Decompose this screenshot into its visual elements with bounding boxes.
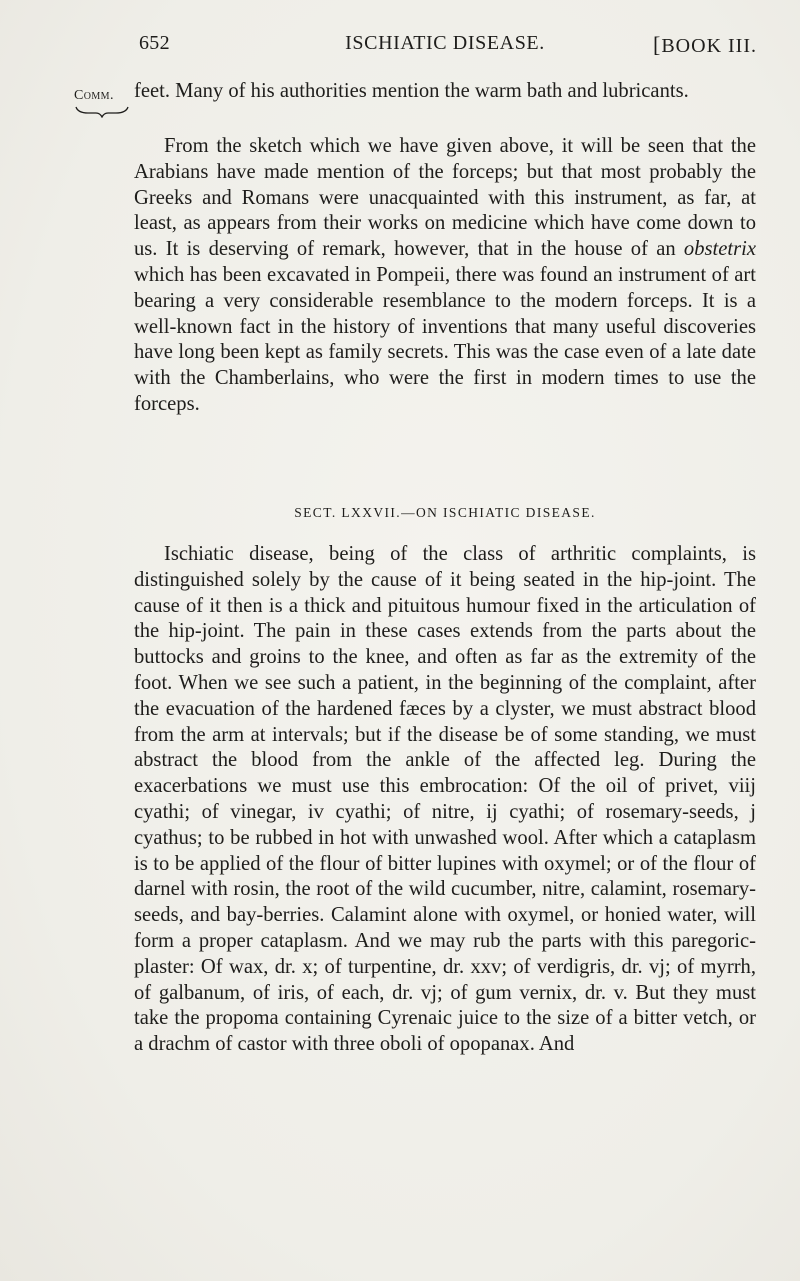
paragraph-comm: feet. Many of his authorities mention the warm bath and lubricants. (134, 80, 689, 102)
forceps-paragraph-block (134, 134, 756, 418)
obstetrix-term: obstetrix (683, 238, 756, 261)
forceps-paragraph-part-b: which has been excavated in Pompeii, there was found an instrument of art bearing a very considerable resemblance to the modern forceps. It is a well-known fact in the history of inventions that many useful discoveries have long been kept as family secrets. This was the case even of a late date with the Chamberlains, who were the first in modern times to use the forceps. (134, 263, 756, 415)
ischiatic-paragraph-block (134, 542, 756, 1058)
margin-note-label: Comm. (74, 88, 114, 103)
brace-icon (74, 104, 130, 118)
ischiatic-paragraph: Ischiatic disease, being of the class of arthritic complaints, is distinguished solely by the cause of it being seated in the hip-joint. The cause of it then is a thick and pituitous humour fixed in the articulation of the hip-joint. The pain in these cases extends from the parts about the buttocks and groins to the knee, and often as far as the extremity of the foot. When we see such a patient, in the beginning of the complaint, after the evacuation of the hardened fæces by a clyster, we must abstract blood from the arm at intervals; but if the disease be of some standing, we must abstract the blood from the ankle of the affected leg. During the exacerbations we must use this embrocation: Of the oil of privet, viij cyathi; of vinegar, iv cyathi; of nitre, ij cyathi; of rosemary-seeds, j cyathus; to be rubbed in hot with unwashed wool. After which a cataplasm is to be applied of the flour of bitter lupines with oxymel; or of the flour of darnel with rosin, the root of the wild cucumber, nitre, calamint, rosemary-seeds, and bay-berries. Calamint alone with oxymel, or honied water, will form a proper cataplasm. And we may rub the parts with this paregoric-plaster: Of wax, dr. x; of turpentine, dr. xxv; of verdigris, dr. vj; of myrrh, of galbanum, of iris, of each, dr. vj; of gum vernix, dr. v. But they must take the propoma containing Cyrenaic juice to the size of a bitter vetch, or a drachm of castor with three oboli of opopanax. And (134, 543, 756, 1056)
book-indicator (653, 32, 757, 58)
continued-paragraph (134, 79, 756, 105)
forceps-paragraph (134, 134, 756, 418)
running-title: ISCHIATIC DISEASE. (345, 32, 545, 54)
margin-note (74, 86, 134, 118)
page-number: 652 (139, 32, 170, 54)
forceps-paragraph-part-a: From the sketch which we have given above, it will be seen that the Arabians have made mention of the forceps; but that most probably the Greeks and Romans were unacquainted with this instrument, as far, at least, as appears from their works on medicine which have come down to us. It is deserving of remark, however, that in the house of an (134, 135, 756, 261)
section-heading: SECT. LXXVII.—ON ISCHIATIC DISEASE. (294, 505, 596, 520)
running-head (133, 32, 757, 60)
book-bracket: [ (653, 32, 662, 57)
book-label: BOOK III. (661, 35, 757, 57)
